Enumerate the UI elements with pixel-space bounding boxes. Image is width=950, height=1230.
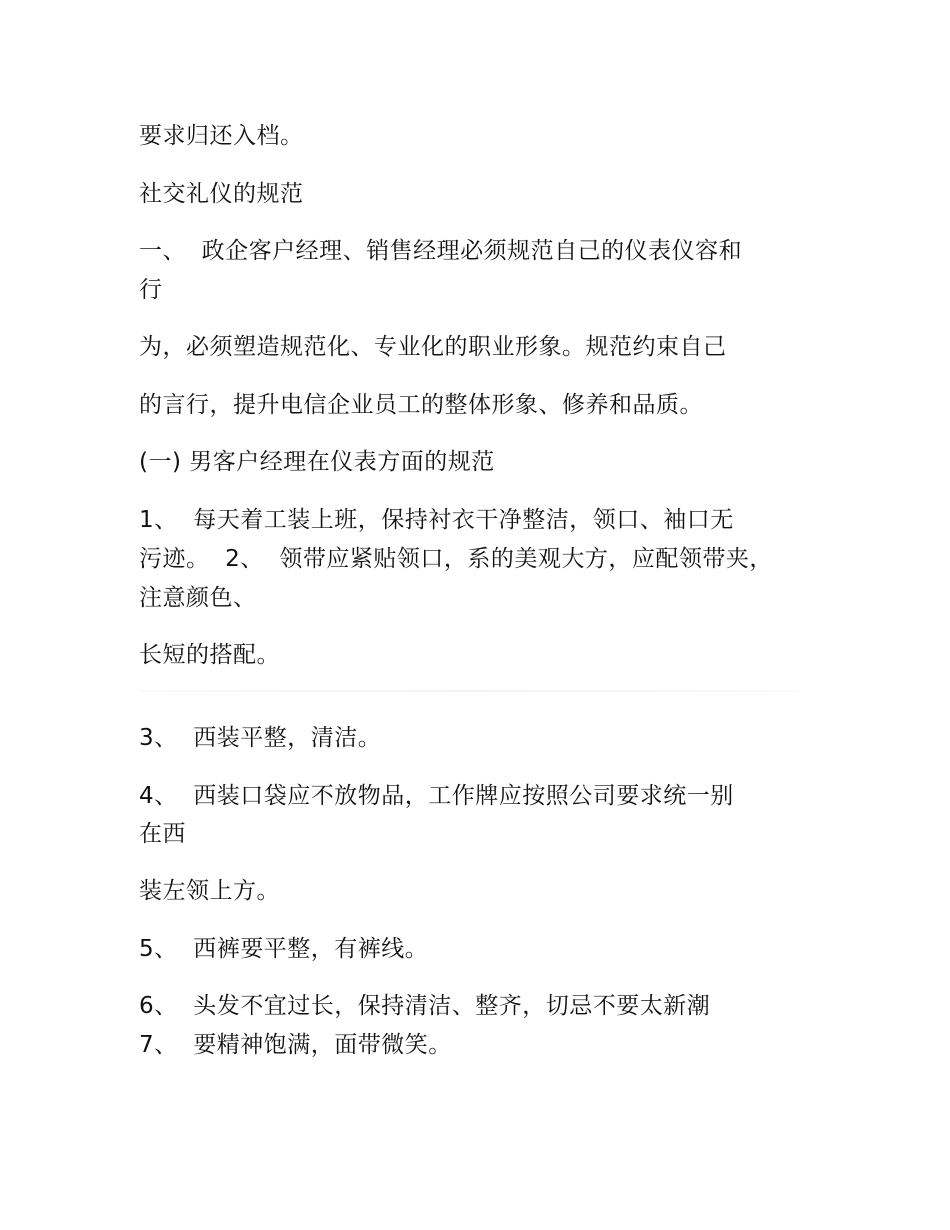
list-item: 6、 头发不宜过长，保持清洁、整齐，切忌不要太新潮: [139, 993, 711, 1019]
section-heading: 社交礼仪的规范: [139, 181, 304, 207]
faint-divider: [139, 690, 799, 692]
text-line: 一、 政企客户经理、销售经理必须规范自己的仪表仪容和: [139, 238, 743, 264]
text-line: 的言行，提升电信企业员工的整体形象、修养和品质。: [139, 392, 703, 418]
list-item: 4、 西装口袋应不放物品，工作牌应按照公司要求统一别: [139, 783, 734, 809]
text-line: 要求归还入档。: [139, 123, 304, 149]
list-item: 1、 每天着工装上班，保持衬衣干净整洁，领口、袖口无: [139, 507, 734, 533]
list-item: 7、 要精神饱满，面带微笑。: [139, 1032, 452, 1058]
list-item: 在西: [139, 821, 186, 847]
subsection-heading: (一) 男客户经理在仪表方面的规范: [139, 449, 495, 475]
list-item: 装左领上方。: [139, 878, 280, 904]
text-line: 为，必须塑造规范化、专业化的职业形象。规范约束自己: [139, 334, 727, 360]
list-item: 5、 西裤要平整，有裤线。: [139, 936, 429, 962]
list-item: 3、 西装平整，清洁。: [139, 725, 382, 751]
list-item: 长短的搭配。: [139, 642, 280, 668]
text-line: 行: [139, 277, 163, 303]
list-item: 污迹。 2、 领带应紧贴领口，系的美观大方，应配领带夹，: [139, 546, 773, 572]
list-item: 注意颜色、: [139, 585, 257, 611]
